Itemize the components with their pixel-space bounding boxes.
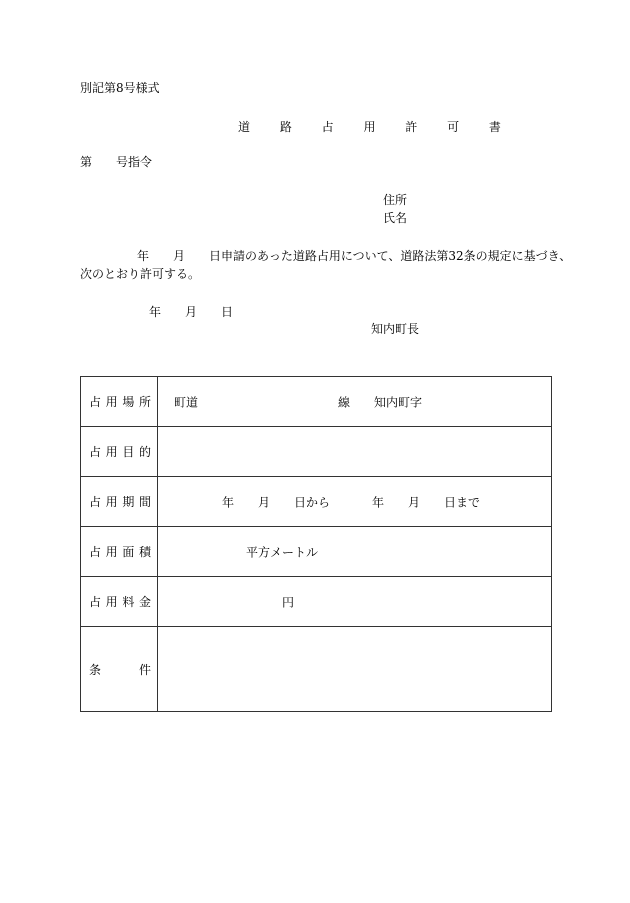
row-conditions (81, 627, 552, 712)
start-day: 日から (294, 495, 331, 509)
value-purpose[interactable] (158, 427, 552, 477)
label-char: 用 (105, 595, 118, 609)
label-char: 料 (122, 595, 135, 609)
label-purpose (81, 427, 158, 477)
label-char: 目 (122, 445, 135, 459)
row-fee (81, 577, 552, 627)
label-char: 用 (105, 495, 118, 509)
label-char: 条 (89, 662, 102, 677)
label-char: 所 (138, 395, 151, 409)
date-day: 日 (221, 305, 234, 319)
district-label: 知内町字 (374, 395, 423, 409)
label-area (81, 527, 158, 577)
label-char: 期 (122, 495, 135, 509)
label-char: 面 (122, 545, 135, 559)
body-text-line1: 日申請のあった道路占用について、道路法第32条の規定に基づき、 (209, 249, 572, 263)
order-prefix: 第 (80, 155, 93, 169)
label-char: 金 (138, 595, 151, 609)
label-char: 占 (89, 495, 102, 509)
form-number: 別記第8号様式 (80, 81, 160, 95)
line-label: 線 (338, 395, 351, 409)
value-period[interactable] (158, 477, 552, 527)
address-label: 住所 (383, 193, 408, 207)
issuer: 知内町長 (371, 322, 420, 336)
start-year: 年 (222, 495, 235, 509)
date-year: 年 (149, 305, 162, 319)
label-char: 用 (105, 445, 118, 459)
row-location (81, 377, 552, 427)
value-conditions[interactable] (158, 627, 552, 712)
label-char: 用 (105, 395, 118, 409)
label-char: 場 (122, 395, 135, 409)
label-conditions (81, 627, 158, 712)
value-area[interactable] (158, 527, 552, 577)
permit-details-table (80, 376, 552, 712)
row-purpose (81, 427, 552, 477)
label-period (81, 477, 158, 527)
end-year: 年 (372, 495, 385, 509)
end-day: 日まで (444, 495, 481, 509)
body-year: 年 (137, 249, 150, 263)
label-char: 占 (89, 545, 102, 559)
label-char: 積 (138, 545, 151, 559)
label-fee (81, 577, 158, 627)
label-char: 占 (89, 445, 102, 459)
label-char: 的 (138, 445, 151, 459)
value-location[interactable] (158, 377, 552, 427)
label-char: 間 (138, 495, 151, 509)
fee-unit: 円 (282, 595, 295, 609)
label-char: 占 (89, 595, 102, 609)
label-location (81, 377, 158, 427)
label-char: 占 (89, 395, 102, 409)
label-char: 用 (105, 545, 118, 559)
body-month: 月 (173, 249, 186, 263)
row-period (81, 477, 552, 527)
value-fee[interactable] (158, 577, 552, 627)
area-unit: 平方メートル (246, 545, 319, 559)
page-title: 道 路 占 用 許 可 書 (238, 120, 514, 134)
name-label: 氏名 (383, 211, 408, 225)
row-area (81, 527, 552, 577)
date-month: 月 (185, 305, 198, 319)
label-char: 件 (138, 662, 151, 677)
order-suffix: 号指令 (116, 155, 153, 169)
body-text-line2: 次のとおり許可する。 (80, 267, 201, 281)
town-road-label: 町道 (174, 395, 199, 409)
end-month: 月 (408, 495, 421, 509)
start-month: 月 (258, 495, 271, 509)
